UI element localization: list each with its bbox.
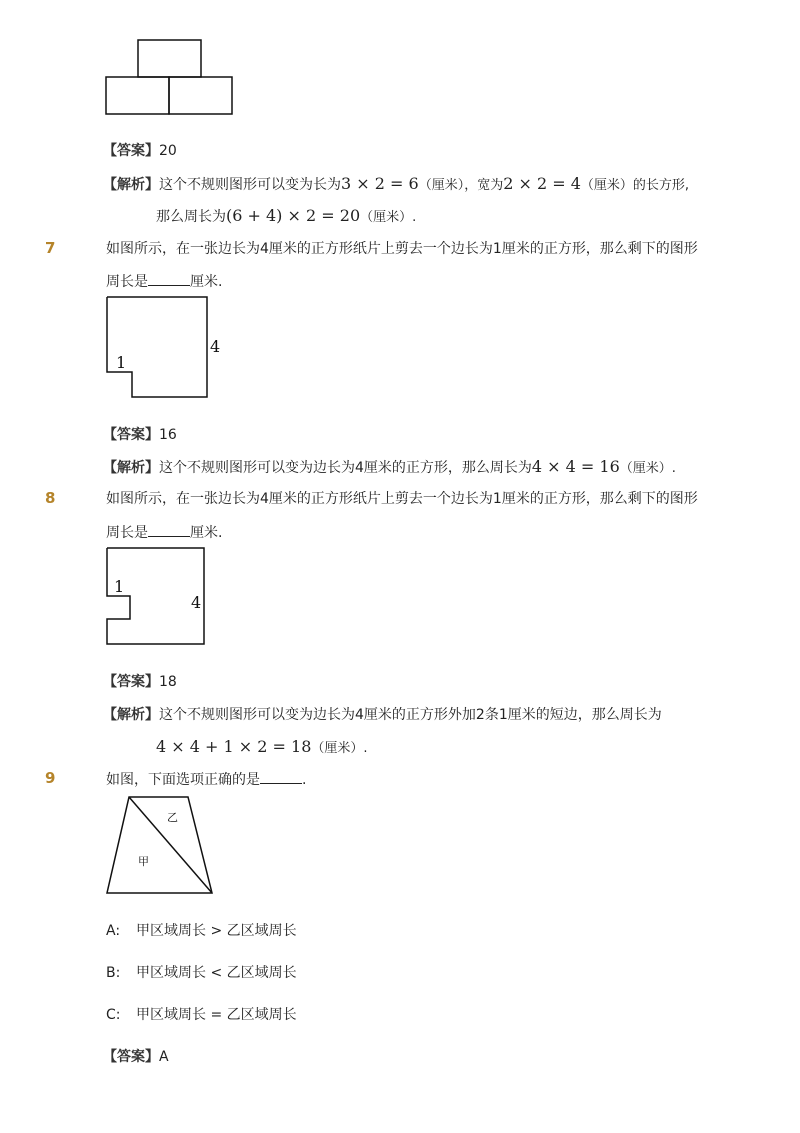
q8-notched-square-figure [100,542,220,652]
math-expression: 4 × 4 = 16 [531,457,620,476]
q7-text-line-1: 如图所示，在一张边长为4厘米的正方形纸片上剪去一个边长为1厘米的正方形，那么剩下的图形 [106,241,698,257]
option-text: 甲区域周长 = 乙区域周长 [136,1007,297,1023]
unit-text: （厘米）. [360,210,417,225]
math-expression: (6 + 4) × 2 = 20 [226,206,361,225]
question-text: 如图，下面选项正确的是 [106,772,260,788]
answer-value: A [159,1049,169,1065]
prev-analysis-line-1 [103,174,689,196]
answer-blank [148,271,190,286]
option-a[interactable] [106,921,297,941]
figure-label-1: 1 [114,577,125,596]
option-text: 甲区域周长 < 乙区域周长 [136,965,297,981]
q7-text-line-2 [106,271,222,292]
stacked-rectangles-figure [100,35,240,120]
question-number-7: 7 [45,239,56,257]
question-text: . [302,772,307,788]
q8-text-line-2 [106,522,222,543]
q7-analysis [103,457,676,479]
analysis-text: 这个不规则图形可以变为边长为4厘米的正方形外加2条1厘米的短边，那么周长为 [159,707,662,723]
q9-answer-row [103,1047,169,1067]
prev-analysis-line-2 [156,206,416,228]
region-label-yi: 乙 [167,811,178,824]
answer-value: 16 [159,427,177,443]
answer-label: 【答案】 [103,143,159,159]
figure-label-4: 4 [191,593,202,612]
q8-text-line-1: 如图所示，在一张边长为4厘米的正方形纸片上剪去一个边长为1厘米的正方形，那么剩下的图形 [106,491,698,507]
option-key: A: [106,923,121,939]
prev-answer-row [103,141,177,161]
option-c[interactable] [106,1005,297,1025]
option-key: B: [106,965,121,981]
region-label-jia: 甲 [138,855,149,868]
unit-text: （厘米）. [311,741,368,756]
analysis-text: 这个不规则图形可以变为边长为4厘米的正方形，那么周长为 [159,460,532,476]
option-b[interactable] [106,963,297,983]
unit-text: （厘米）的长方形, [580,178,690,193]
unit-text: （厘米），宽为 [418,178,504,193]
q9-text [106,769,306,790]
figure-label-4: 4 [210,337,221,356]
math-expression: 4 × 4 + 1 × 2 = 18 [156,737,312,756]
option-key: C: [106,1007,121,1023]
question-text: 厘米. [190,274,223,290]
q7-notched-square-figure [100,292,230,402]
math-expression: 3 × 2 = 6 [341,174,419,193]
answer-blank [260,769,302,784]
question-text: 周长是 [106,274,148,290]
question-text: 周长是 [106,525,148,541]
analysis-text: 那么周长为 [156,209,226,225]
analysis-label: 【解析】 [103,177,159,193]
q8-analysis-line-2 [156,737,368,759]
answer-blank [148,522,190,537]
q7-answer-row [103,425,177,445]
question-text: 厘米. [190,525,223,541]
answer-value: 18 [159,674,177,690]
answer-label: 【答案】 [103,427,159,443]
answer-value: 20 [159,143,177,159]
option-text: 甲区域周长 > 乙区域周长 [136,923,297,939]
analysis-label: 【解析】 [103,460,159,476]
question-number-9: 9 [45,769,56,787]
unit-text: （厘米）. [619,461,676,476]
answer-label: 【答案】 [103,1049,159,1065]
math-expression: 2 × 2 = 4 [503,174,581,193]
question-number-8: 8 [45,489,56,507]
q8-analysis-line-1 [103,705,662,725]
answer-label: 【答案】 [103,674,159,690]
q8-answer-row [103,672,177,692]
analysis-label: 【解析】 [103,707,159,723]
q9-trapezoid-figure [100,792,220,897]
analysis-text: 这个不规则图形可以变为长为 [159,177,341,193]
figure-label-1: 1 [116,353,127,372]
